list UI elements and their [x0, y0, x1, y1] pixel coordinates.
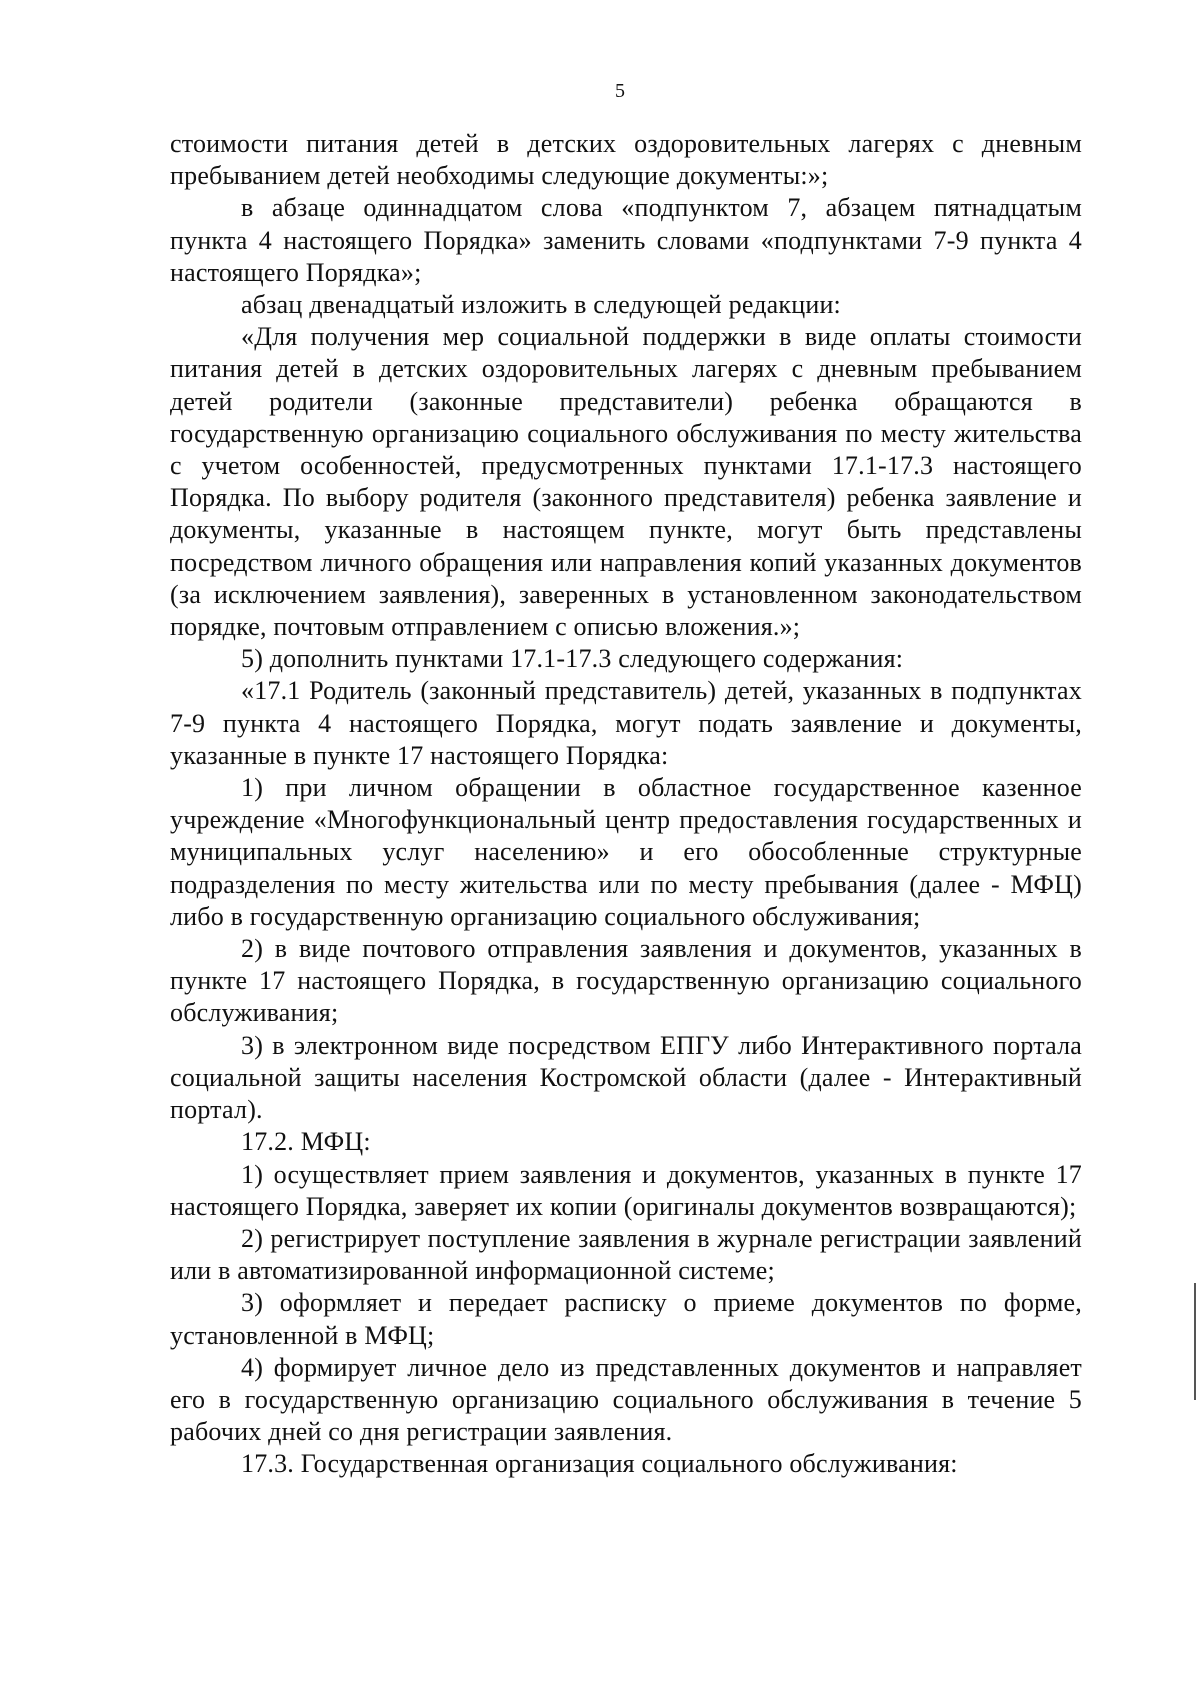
- paragraph: 5) дополнить пунктами 17.1-17.3 следующего содержания:: [241, 644, 904, 674]
- paragraph: абзац двенадцатый изложить в следующей редакции:: [241, 290, 841, 320]
- paragraph: стоимости питания детей в детских оздоровительных лагерях с дневным пребыванием детей необходимы следующие документы:»;: [170, 129, 1082, 191]
- paragraph: «Для получения мер социальной поддержки в виде оплаты стоимости питания детей в детских оздоровительных лагерях с дневным пребыванием детей родители (законные представители) ребенка обращаются в государственную организацию социального обслуживания по месту жительства с учетом особенностей, предусмотренных пунктами 17.1-17.3 настоящего Порядка. По выбору родителя (законного представителя) ребенка заявление и документы, указанные в настоящем пункте, могут быть представлены посредством личного обращения или направления копий указанных документов (за исключением заявления), заверенных в установленном законодательством порядке, почтовым отправлением с описью вложения.»;: [170, 322, 1082, 642]
- page-number: 5: [615, 80, 625, 102]
- paragraph: 2) в виде почтового отправления заявления и документов, указанных в пункте 17 настоящего Порядка, в государственную организацию социального обслуживания;: [170, 934, 1082, 1028]
- paragraph: в абзаце одиннадцатом слова «подпунктом 7, абзацем пятнадцатым пункта 4 настоящего Порядка» заменить словами «подпунктами 7-9 пункта 4 настоящего Порядка»;: [170, 193, 1082, 287]
- paragraph: 4) формирует личное дело из представленных документов и направляет его в государственную организацию социального обслуживания в течение 5 рабочих дней со дня регистрации заявления.: [170, 1352, 1082, 1447]
- paragraph: 17.3. Государственная организация социального обслуживания:: [241, 1449, 958, 1479]
- paragraph: 1) при личном обращении в областное государственное казенное учреждение «Многофункциональный центр предоставления государственных и муниципальных услуг населению» и его обособленные структурные подразделения по месту жительства или по месту пребывания (далее - МФЦ) либо в государственную организацию социального обслуживания;: [170, 773, 1082, 931]
- paragraph: 2) регистрирует поступление заявления в журнале регистрации заявлений или в автоматизированной информационной системе;: [170, 1223, 1082, 1286]
- document-body: [170, 128, 1082, 1481]
- paragraph: 1) осуществляет прием заявления и документов, указанных в пункте 17 настоящего Порядка, заверяет их копии (оригиналы документов возвращаются);: [170, 1159, 1082, 1221]
- paragraph: 3) оформляет и передает расписку о приеме документов по форме, установленной в МФЦ;: [170, 1288, 1082, 1350]
- paragraph: «17.1 Родитель (законный представитель) детей, указанных в подпунктах 7-9 пункта 4 настоящего Порядка, могут подать заявление и документы, указанные в пункте 17 настоящего Порядка:: [170, 676, 1082, 770]
- scan-edge-mark: [1194, 1283, 1196, 1400]
- paragraph: 3) в электронном виде посредством ЕПГУ либо Интерактивного портала социальной защиты населения Костромской области (далее - Интерактивный портал).: [170, 1030, 1082, 1125]
- paragraph: 17.2. МФЦ:: [241, 1127, 371, 1157]
